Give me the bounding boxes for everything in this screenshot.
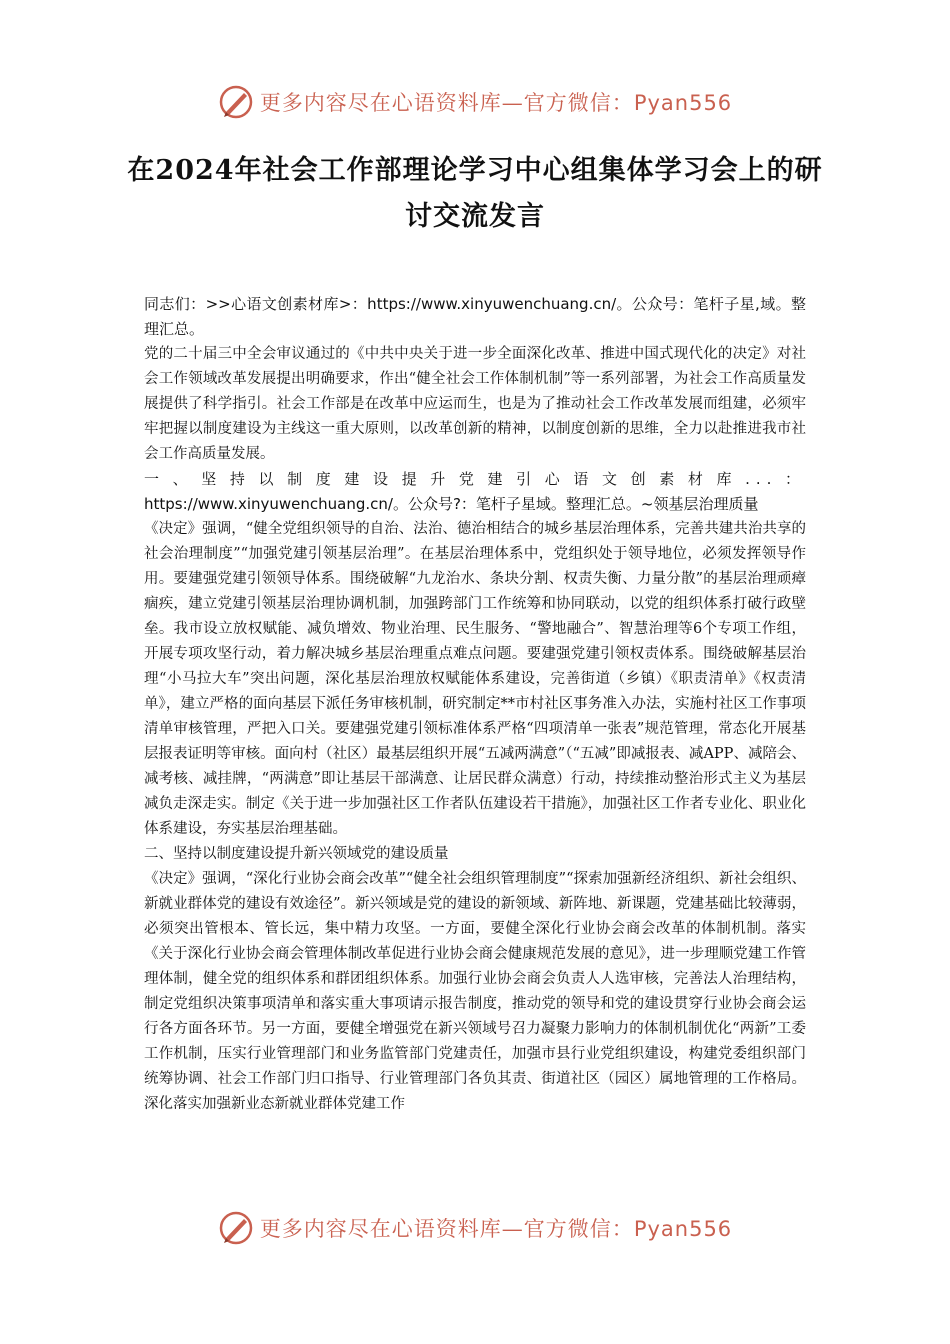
document-body <box>144 292 806 1117</box>
document-title: 在2024年社会工作部理论学习中心组集体学习会上的研讨交流发言 <box>127 155 823 232</box>
banner-text: 更多内容尽在心语资料库—官方微信：Pyan556 <box>259 91 733 115</box>
pen-logo-icon <box>218 1210 254 1246</box>
wechat-handle: Pyan556 <box>633 1217 733 1241</box>
greeting-paragraph: 同志们：>>心语文创素材库>：https://www.xinyuwenchuang.cn/。公众号：笔杆子星,域。整理汇总。 <box>144 295 806 338</box>
header-watermark-banner <box>0 80 950 124</box>
pen-logo-icon <box>218 84 254 120</box>
section-1-paragraph: 《决定》强调，“健全党组织领导的自治、法治、德治相结合的城乡基层治理体系，完善共建共治共享的社会治理制度”“加强党建引领基层治理”。在基层治理体系中，党组织处于领导地位，必须发挥领导作用。要建强党建引领领导体系。围绕破解“九龙治水、条块分割、权责失衡、力量分散”的基层治理顽瘴痼疾，建立党建引领基层治理协调机制，加强跨部门工作统筹和协同联动，以党的组织体系打破行政壁垒。我市设立放权赋能、减负增效、物业治理、民生服务、“警地融合”、智慧治理等6个专项工作组，开展专项攻坚行动，着力解决城乡基层治理重点难点问题。要建强党建引领权责体系。围绕破解基层治理“小马拉大车”突出问题，深化基层治理放权赋能体系建设，完善街道（乡镇）《职责清单》《权责清单》，建立严格的面向基层下派任务审核机制，研究制定**市村社区事务准入办法，实施村社区工作事项清单审核管理，严把入口关。要建强党建引领标准体系严格“四项清单一张表”规范管理，常态化开展基层报表证明等审核。面向村（社区）最基层组织开展“五减两满意”（“五减”即减报表、减APP、减陪会、减考核、减挂牌，“两满意”即让基层干部满意、让居民群众满意）行动，持续推动整治形式主义为基层减负走深走实。制定《关于进一步加强社区工作者队伍建设若干措施》，加强社区工作者专业化、职业化体系建设，夯实基层治理基础。 <box>144 521 806 837</box>
section-2-paragraph: 《决定》强调，“深化行业协会商会改革”“健全社会组织管理制度”“探索加强新经济组织、新社会组织、新就业群体党的建设有效途径”。新兴领域是党的建设的新领域、新阵地、新课题，党建基础比较薄弱，必须突出管根本、管长远，集中精力攻坚。一方面，要健全深化行业协会商会改革的体制机制。落实《关于深化行业协会商会管理体制改革促进行业协会商会健康规范发展的意见》，进一步理顺党建工作管理体制，健全党的组织体系和群团组织体系。加强行业协会商会负责人人选审核，完善法人治理结构，制定党组织决策事项清单和落实重大事项请示报告制度，推动党的领导和党的建设贯穿行业协会商会运行各方面各环节。另一方面，要健全增强党在新兴领域号召力凝聚力影响力的体制机制优化“两新”工委工作机制，压实行业管理部门和业务监管部门党建责任，加强市县行业党组织建设，构建党委组织部门统筹协调、社会工作部门归口指导、行业管理部门各负其责、街道社区（园区）属地管理的工作格局。深化落实加强新业态新就业群体党建工作 <box>144 871 806 1112</box>
footer-watermark-banner <box>0 1206 950 1250</box>
intro-paragraph: 党的二十届三中全会审议通过的《中共中央关于进一步全面深化改革、推进中国式现代化的决定》对社会工作领域改革发展提出明确要求，作出“健全社会工作体制机制”等一系列部署，为社会工作高质量发展提供了科学指引。社会工作部是在改革中应运而生，也是为了推动社会工作改革发展而组建，必须牢牢把握以制度建设为主线这一重大原则，以改革创新的精神，以制度创新的思维，全力以赴推进我市社会工作高质量发展。 <box>144 346 806 462</box>
wechat-handle: Pyan556 <box>633 91 733 115</box>
section-heading-2: 二、坚持以制度建设提升新兴领域党的建设质量 <box>144 846 449 862</box>
banner-text: 更多内容尽在心语资料库—官方微信：Pyan556 <box>259 1217 733 1241</box>
section-heading-1: 一、坚持以制度建设提升党建引心语文创素材库...： https://www.xinyuwenchuang.cn/。公众号?：笔杆子星域。整理汇总。~领基层治理质量 <box>144 470 806 513</box>
